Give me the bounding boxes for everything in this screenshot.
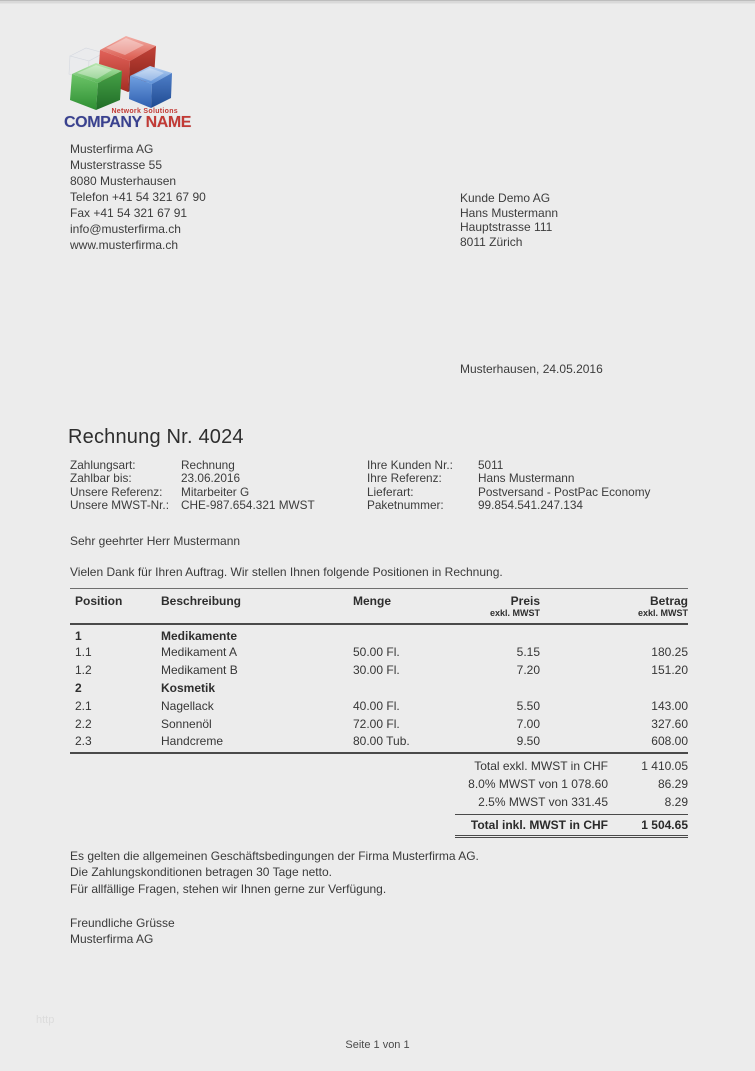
invoice-title: Rechnung Nr. 4024 xyxy=(68,426,244,448)
table-header-row xyxy=(70,589,688,624)
place-date-line: Musterhausen, 24.05.2016 xyxy=(460,362,603,376)
meta-label-parcel-number: Paketnummer: xyxy=(367,498,444,513)
sender-street: Musterstrasse 55 xyxy=(70,158,163,172)
meta-value-customer-number: 5011 xyxy=(478,458,504,472)
logo-cubes-icon xyxy=(68,34,180,112)
table-row-group: 1 Medikamente xyxy=(75,628,238,643)
meta-value-payment-type: Rechnung xyxy=(181,458,235,472)
logo-brand-text xyxy=(64,115,194,130)
recipient-name: Hans Mustermann xyxy=(460,205,559,220)
table-row: 1.2 Medikament B 30.00 Fl. 7.20 151.20 xyxy=(75,662,688,677)
sender-email: info@musterfirma.ch xyxy=(70,222,181,236)
terms-line: Es gelten die allgemeinen Geschäftsbedingungen der Firma Musterfirma AG. xyxy=(70,849,479,863)
total-excl-vat-row: Total exkl. MWST in CHF 1 410.05 xyxy=(474,759,688,773)
meta-value-parcel-number: 99.854.541.247.134 xyxy=(478,498,583,513)
recipient-address-block xyxy=(460,191,558,250)
invoice-meta xyxy=(70,459,688,513)
closing-paragraph xyxy=(70,848,479,897)
sender-website: www.musterfirma.ch xyxy=(70,238,179,252)
table-row: 2.3 Handcreme 80.00 Tub. 9.50 608.00 xyxy=(70,733,688,753)
vat-8-row: 8.0% MWST von 1 078.60 86.29 xyxy=(468,777,688,791)
intro-sentence: Vielen Dank für Ihren Auftrag. Wir stellen Ihnen folgende Positionen in Rechnung. xyxy=(70,565,503,579)
header-position: Position xyxy=(70,589,156,624)
meta-value-delivery-type: Postversand - PostPac Economy xyxy=(478,484,651,499)
recipient-street: Hauptstrasse 111 xyxy=(460,220,553,235)
sender-phone: Telefon +41 54 321 67 90 xyxy=(70,190,206,204)
meta-value-due-date: 23.06.2016 xyxy=(181,471,241,486)
sender-address-block xyxy=(70,141,206,253)
meta-label-payment-type: Zahlungsart: xyxy=(70,458,136,472)
salutation: Sehr geehrter Herr Mustermann xyxy=(70,534,241,548)
grand-total-double-rule xyxy=(455,835,688,838)
table-row: 1.1 Medikament A 50.00 Fl. 5.15 180.25 xyxy=(75,644,688,659)
meta-label-delivery-type: Lieferart: xyxy=(367,484,414,499)
meta-label-our-reference: Unsere Referenz: xyxy=(70,484,163,499)
table-row-group: 2 Kosmetik xyxy=(75,680,216,695)
header-amount-sub: exkl. MWST xyxy=(637,608,688,618)
logo-name-word: NAME xyxy=(145,114,192,131)
meta-value-your-reference: Hans Mustermann xyxy=(478,471,575,486)
recipient-city: 8011 Zürich xyxy=(460,235,523,250)
page-number-indicator: Seite 1 von 1 xyxy=(345,1039,410,1051)
sender-company: Musterfirma AG xyxy=(70,142,154,156)
header-description: Beschreibung xyxy=(156,589,348,624)
company-logo xyxy=(64,34,194,130)
total-incl-vat-row: Total inkl. MWST in CHF 1 504.65 xyxy=(455,814,688,835)
table-row: 2.2 Sonnenöl 72.00 Fl. 7.00 327.60 xyxy=(75,716,688,731)
meta-label-vat-number: Unsere MWST-Nr.: xyxy=(70,498,169,513)
questions-line: Für allfällige Fragen, stehen wir Ihnen gerne zur Verfügung. xyxy=(70,881,387,896)
recipient-company: Kunde Demo AG xyxy=(460,191,551,205)
invoice-meta-right xyxy=(367,459,688,513)
signoff-greeting: Freundliche Grüsse xyxy=(70,916,175,930)
sender-city: 8080 Musterhausen xyxy=(70,174,177,188)
meta-label-due-date: Zahlbar bis: xyxy=(70,471,132,486)
logo-tagline: Network Solutions xyxy=(111,108,178,115)
header-price-sub: exkl. MWST xyxy=(489,608,540,618)
line-items-table xyxy=(70,588,688,754)
invoice-meta-left xyxy=(70,459,367,513)
meta-value-vat-number: CHE-987.654.321 MWST xyxy=(181,498,315,513)
vat-2-5-row: 2.5% MWST von 331.45 8.29 xyxy=(478,795,688,809)
totals-block xyxy=(455,757,688,838)
meta-label-your-reference: Ihre Referenz: xyxy=(367,471,442,486)
page-top-edge xyxy=(0,0,755,4)
meta-label-customer-number: Ihre Kunden Nr.: xyxy=(367,458,453,472)
logo-company-word: COMPANY xyxy=(64,114,142,131)
sender-fax: Fax +41 54 321 67 91 xyxy=(70,206,188,220)
header-price: Preis exkl. MWST xyxy=(430,589,540,624)
header-quantity: Menge xyxy=(348,589,430,624)
faint-watermark: http xyxy=(36,1014,55,1026)
payment-terms-line: Die Zahlungskonditionen betragen 30 Tage netto. xyxy=(70,865,332,880)
meta-value-our-reference: Mitarbeiter G xyxy=(181,484,250,499)
table-row: 2.1 Nagellack 40.00 Fl. 5.50 143.00 xyxy=(75,698,688,713)
signoff-company: Musterfirma AG xyxy=(70,932,154,947)
signoff-block xyxy=(70,915,175,948)
header-amount: Betrag exkl. MWST xyxy=(540,589,688,624)
